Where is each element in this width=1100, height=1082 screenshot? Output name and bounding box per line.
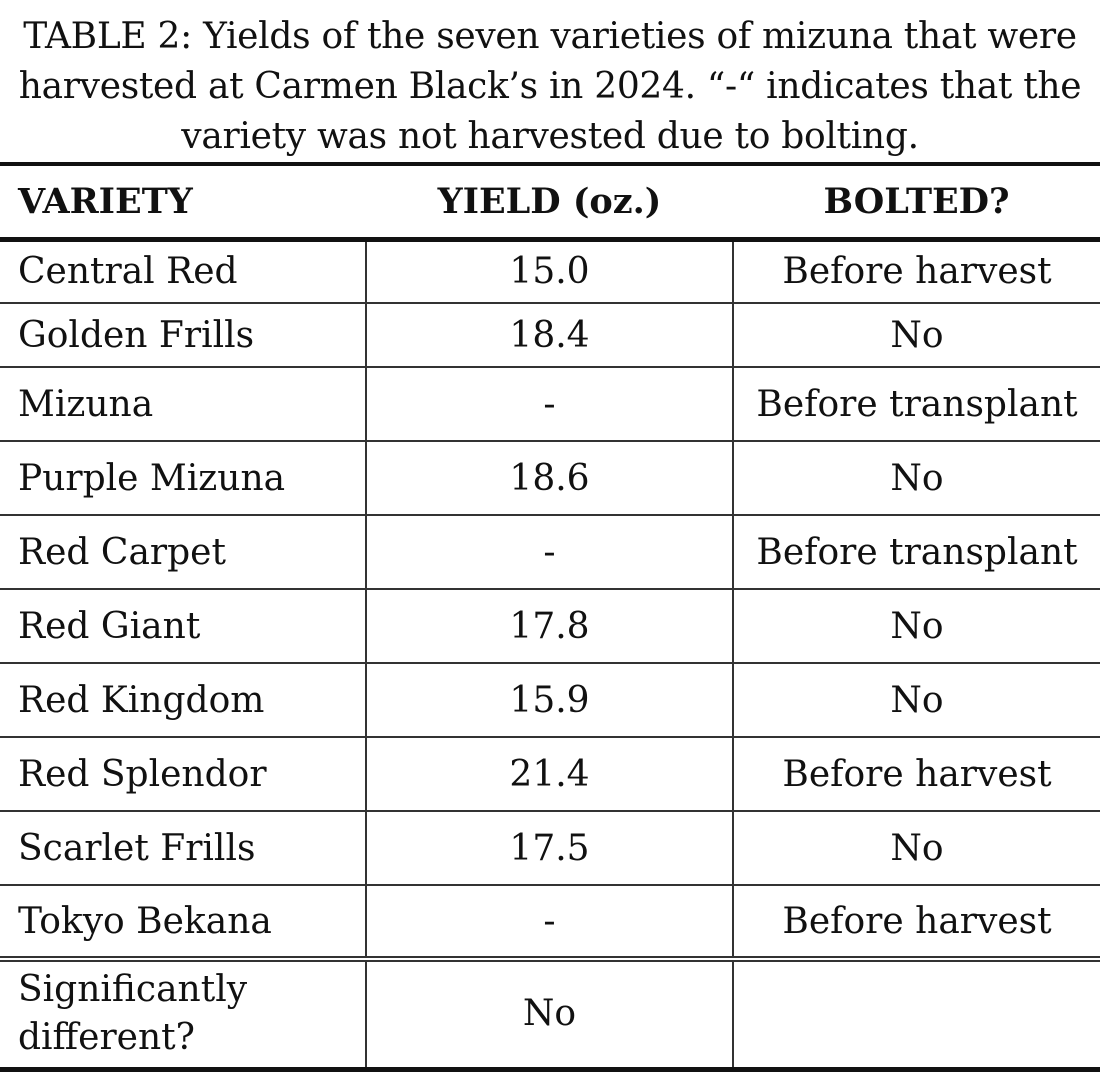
column-header-bolted: BOLTED? (733, 164, 1100, 239)
bolted-cell: Before harvest (733, 737, 1100, 811)
caption-line-1: TABLE 2: Yields of the seven varieties of mizuna that were (23, 16, 1077, 57)
table-row (0, 441, 1100, 515)
table-row (0, 663, 1100, 737)
table-row (0, 737, 1100, 811)
yield-cell: 15.9 (366, 663, 733, 737)
bolted-cell: Before harvest (733, 885, 1100, 959)
yield-cell: 18.6 (366, 441, 733, 515)
variety-cell: Red Splendor (0, 737, 366, 811)
bolted-cell: No (733, 811, 1100, 885)
variety-cell: Scarlet Frills (0, 811, 366, 885)
yields-table (0, 162, 1100, 1072)
yield-cell: 17.8 (366, 589, 733, 663)
yield-cell: 17.5 (366, 811, 733, 885)
summary-yield-cell: No (366, 959, 733, 1069)
variety-cell: Central Red (0, 239, 366, 303)
table-row (0, 303, 1100, 367)
variety-cell: Mizuna (0, 367, 366, 441)
variety-cell: Tokyo Bekana (0, 885, 366, 959)
summary-label-cell (0, 959, 366, 1069)
bolted-cell: No (733, 441, 1100, 515)
yield-cell: 18.4 (366, 303, 733, 367)
table-row (0, 589, 1100, 663)
variety-cell: Red Carpet (0, 515, 366, 589)
table-row (0, 885, 1100, 959)
table-caption (0, 12, 1100, 162)
table-row (0, 367, 1100, 441)
summary-bolted-cell (733, 959, 1100, 1069)
summary-label-line-2: different? (18, 1017, 195, 1059)
bolted-cell: Before transplant (733, 367, 1100, 441)
column-header-variety: VARIETY (0, 164, 366, 239)
yield-cell: 15.0 (366, 239, 733, 303)
bolted-cell: Before transplant (733, 515, 1100, 589)
caption-line-2: harvested at Carmen Black’s in 2024. “-“ indicates that the (18, 66, 1082, 107)
bolted-cell: No (733, 663, 1100, 737)
bolted-cell: Before harvest (733, 239, 1100, 303)
variety-cell: Purple Mizuna (0, 441, 366, 515)
column-header-yield: YIELD (oz.) (366, 164, 733, 239)
yield-cell: 21.4 (366, 737, 733, 811)
summary-row (0, 959, 1100, 1069)
variety-cell: Red Kingdom (0, 663, 366, 737)
bolted-cell: No (733, 303, 1100, 367)
variety-cell: Red Giant (0, 589, 366, 663)
table-row (0, 239, 1100, 303)
summary-label-line-1: Significantly (18, 969, 248, 1011)
yield-cell: - (366, 885, 733, 959)
bolted-cell: No (733, 589, 1100, 663)
table-row (0, 811, 1100, 885)
yield-cell: - (366, 367, 733, 441)
table-row (0, 515, 1100, 589)
caption-line-3: variety was not harvested due to bolting. (181, 116, 919, 157)
variety-cell: Golden Frills (0, 303, 366, 367)
table-header-row (0, 164, 1100, 239)
yield-cell: - (366, 515, 733, 589)
